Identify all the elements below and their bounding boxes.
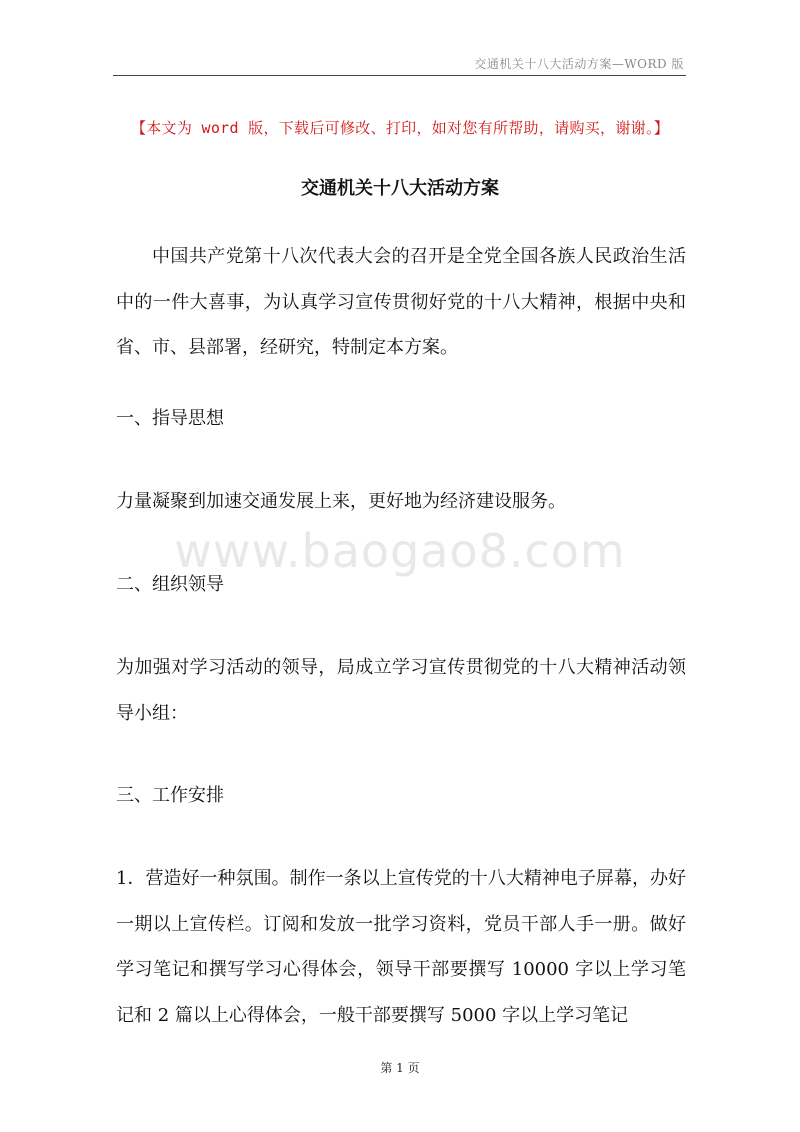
section-body-organization: 为加强对学习活动的领导，局成立学习宣传贯彻党的十八大精神活动领导小组：: [116, 657, 686, 724]
section-body-guiding-thought: 力量凝聚到加速交通发展上来，更好地为经济建设服务。: [116, 491, 566, 512]
section-heading-organization: 二、组织领导: [116, 574, 224, 595]
page-number: 第 1 页: [380, 1061, 420, 1075]
work-plan-item-1: 1．营造好一种氛围。制作一条以上宣传党的十八大精神电子屏幕，办好一期以上宣传栏。订阅和发放一批学习资料，党员干部人手一册。做好学习笔记和撰写学习心得体会，领导干部要撰写 10000 字以上学习笔记和 2 篇以上心得体会，一般干部要撰写 5000 字以上学习笔记: [116, 868, 686, 1026]
watermark-text: www.baogao8.com: [174, 524, 626, 578]
document-title: 交通机关十八大活动方案: [301, 178, 499, 199]
header-divider: [113, 75, 686, 76]
section-heading-guiding-thought: 一、指导思想: [116, 408, 224, 429]
intro-paragraph: 中国共产党第十八次代表大会的召开是全党全国各族人民政治生活中的一件大喜事，为认真学习宣传贯彻好党的十八大精神，根据中央和省、市、县部署，经研究，特制定本方案。: [116, 246, 686, 358]
purchase-notice: 【本文为 word 版，下载后可修改、打印，如对您有所帮助，请购买，谢谢。】: [130, 119, 670, 137]
section-heading-work-plan: 三、工作安排: [116, 785, 224, 806]
running-header: 交通机关十八大活动方案—WORD 版: [474, 57, 684, 71]
